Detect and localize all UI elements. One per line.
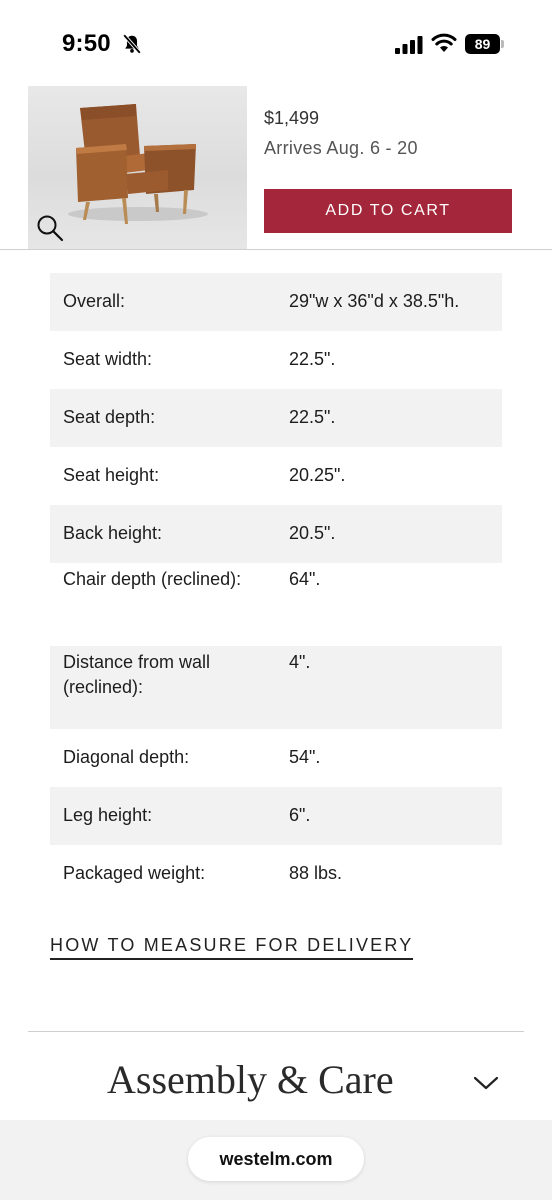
dimension-value: 6". (289, 805, 311, 825)
wifi-icon (431, 33, 457, 53)
browser-bar (0, 1120, 552, 1200)
dimension-row (50, 845, 502, 903)
battery-level: 89 (465, 34, 500, 54)
dimension-label: Seat width: (63, 349, 153, 369)
dimensions-table (50, 273, 502, 903)
status-time: 9:50 (62, 30, 111, 57)
battery-tip (501, 40, 504, 48)
header-divider (0, 249, 552, 250)
bell-slash-icon (121, 33, 143, 55)
signal-icon (395, 36, 423, 54)
chevron-down-icon[interactable] (472, 1074, 500, 1092)
dimension-value: 29"w x 36"d x 38.5"h. (289, 291, 460, 311)
dimension-label: Leg height: (63, 805, 153, 825)
dimension-label: Overall: (63, 291, 126, 311)
dimension-row (50, 447, 502, 505)
dimension-row (50, 505, 502, 563)
dimension-row (50, 563, 502, 646)
dimension-label: Diagonal depth: (63, 747, 190, 767)
dimension-value: 64". (289, 569, 321, 589)
dimension-label: Distance from wall (reclined): (63, 652, 211, 697)
arrival-date: Arrives Aug. 6 - 20 (264, 138, 418, 158)
dimension-row (50, 389, 502, 447)
dimension-value: 22.5". (289, 349, 336, 369)
dimension-label: Packaged weight: (63, 863, 206, 883)
status-bar (0, 0, 552, 80)
dimension-row (50, 273, 502, 331)
product-image[interactable] (28, 86, 247, 249)
dimension-row (50, 331, 502, 389)
dimension-value: 20.5". (289, 523, 336, 543)
dimension-row (50, 729, 502, 787)
measure-for-delivery-link[interactable]: HOW TO MEASURE FOR DELIVERY (50, 935, 413, 960)
dimension-label: Back height: (63, 523, 163, 543)
dimension-label: Chair depth (reclined): (63, 569, 242, 589)
battery-icon (465, 34, 505, 54)
dimension-row (50, 646, 502, 729)
dimension-value: 20.25". (289, 465, 346, 485)
add-to-cart-button[interactable]: ADD TO CART (264, 189, 512, 233)
product-price: $1,499 (264, 108, 320, 128)
magnifier-icon[interactable] (36, 214, 64, 242)
dimension-row (50, 787, 502, 845)
section-divider (28, 1031, 524, 1032)
dimension-value: 22.5". (289, 407, 336, 427)
dimension-value: 4". (289, 652, 311, 672)
dimension-label: Seat depth: (63, 407, 156, 427)
url-bar[interactable]: westelm.com (188, 1137, 364, 1181)
dimension-value: 54". (289, 747, 321, 767)
dimension-value: 88 lbs. (289, 863, 343, 883)
dimension-label: Seat height: (63, 465, 160, 485)
assembly-care-title[interactable]: Assembly & Care (107, 1057, 394, 1102)
